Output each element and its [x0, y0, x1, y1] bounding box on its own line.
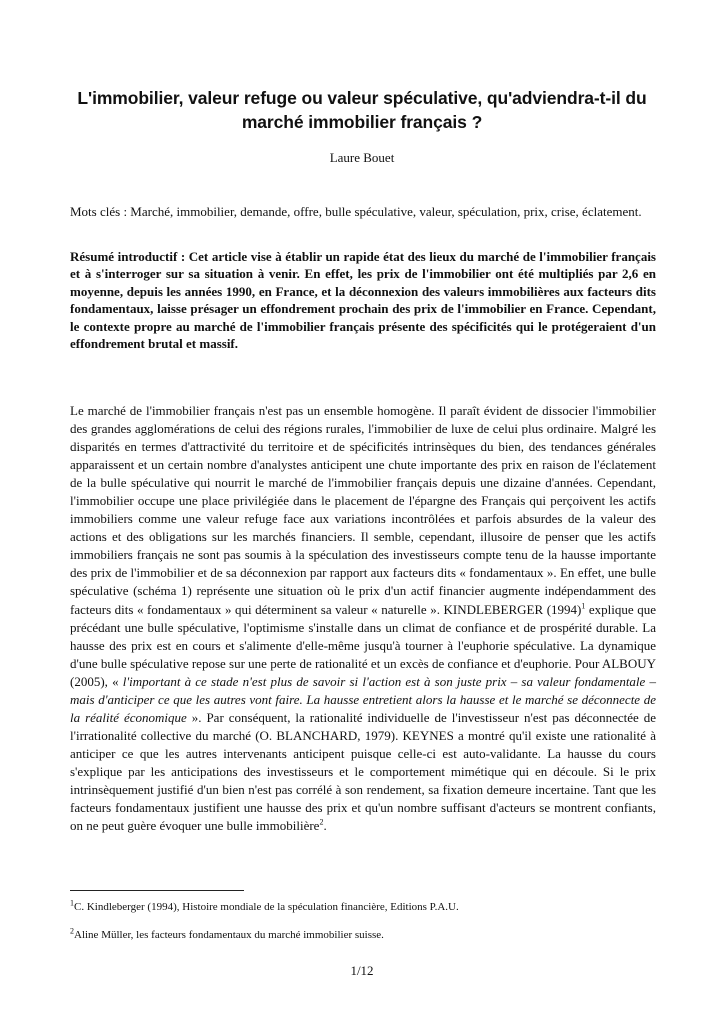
body-text-part-4: .: [323, 818, 327, 834]
body-paragraph: [70, 402, 656, 835]
abstract: [70, 248, 656, 352]
page-number: 1/12: [350, 963, 374, 978]
footnote-ref-2: 2: [319, 817, 324, 827]
footnote-1-text: C. Kindleberger (1994), Histoire mondiale de la spéculation financière, Editions P.A.U.: [74, 901, 459, 913]
footnote-separator: [70, 890, 244, 891]
document-title: L'immobilier, valeur refuge ou valeur spéculative, qu'adviendra-t-il du marché immobilier français ?: [77, 88, 647, 132]
footnote-ref-1: 1: [581, 601, 586, 611]
albouy-quote: l'important à ce stade n'est plus de savoir si l'action est à son juste prix – sa valeur fondamentale – mais d'anticiper ce que les autres vont faire. La hausse entretient alors la hausse et le marché se déconnecte de la réalité économique: [70, 673, 656, 725]
abstract-label: Résumé introductif :: [70, 249, 186, 264]
footnote-2-text: Aline Müller, les facteurs fondamentaux du marché immobilier suisse.: [74, 929, 384, 941]
footnote-1-marker: 1: [70, 898, 74, 908]
body-text-part-2: explique que précédant une bulle spéculative, l'optimisme s'installe dans un climat de confiance et de prospérité durable. La hausse des prix est en cours et s'alimente d'elle-même jusqu'à tourner à l'euphorie spéculative. La dynamique d'une bulle spéculative repose sur une perte de rationalité et un excès de confiance et d'euphorie. Pour ALBOUY (2005), «: [70, 601, 656, 689]
footnote-2-marker: 2: [70, 926, 74, 936]
author-name: Laure Bouet: [329, 150, 395, 165]
abstract-text: Cet article vise à établir un rapide état des lieux du marché de l'immobilier français et à s'interroger sur sa situation à venir. En effet, les prix de l'immobilier ont été multipliés par 2,6 en moyenne, depuis les années 1990, en France, et la déconnexion des valeurs immobilières aux facteurs dits fondamentaux, laisse présager un effondrement prochain des prix de l'immobilier en France. Cependant, le contexte propre au marché de l'immobilier français présente des spécificités qui le protégeraient d'un effondrement brutal et massif.: [70, 249, 656, 352]
body-text-part-3: ». Par conséquent, la rationalité individuelle de l'investisseur n'est pas déconnectée de l'irrationalité collective du marché (O. BLANCHARD, 1979). KEYNES a montré qu'il existe une rationalité à anticiper ce que les autres intervenants anticipent puisque celle-ci est auto-validante. La hausse du cours s'explique par les anticipations des investisseurs et le comportement mimétique qui en découle. Si le prix intrinsèquement justifié d'un bien n'est pas corrélé à son rendement, sa fixation demeure incertaine. Tant que les facteurs fondamentaux justifient une hausse des prix et qu'un nombre suffisant d'acteurs se montrent confiants, on ne peut guère évoquer une bulle immobilière: [70, 709, 656, 834]
footnote-2: [70, 928, 656, 942]
footnote-1: [70, 900, 656, 914]
body-text-part-1: Le marché de l'immobilier français n'est pas un ensemble homogène. Il paraît évident de dissocier l'immobilier des grandes agglomérations de celui des régions rurales, l'immobilier de luxe de celui plus ordinaire. Malgré les disparités en termes d'attractivité du territoire et de spécificités intrinsèques du bien, des tendances générales apparaissent et un certain nombre d'analystes anticipent une chute importante des prix en raison de l'éclatement de la bulle spéculative qui nourrit le marché de l'immobilier français depuis une dizaine d'années. Cependant, l'immobilier occupe une place privilégiée dans le placement de l'épargne des Français qui perçoivent les actifs immobiliers comme une valeur refuge face aux variations incontrôlées et parfois absurdes de la valeur des actions et des obligations sur les marchés financiers. Il semble, cependant, illusoire de penser que les actifs immobiliers français ne sont pas soumis à la spéculation des investisseurs compte tenu de la hausse importante des prix de l'immobilier et de sa déconnexion par rapport aux facteurs dits « fondamentaux ». En effet, une bulle spéculative (schéma 1) représente une situation où le prix d'un actif financier augmente indépendamment des facteurs dits « fondamentaux » qui déterminent sa valeur « naturelle ». KINDLEBERGER (1994): [70, 403, 656, 617]
keywords-line: Mots clés : Marché, immobilier, demande, offre, bulle spéculative, valeur, spéculation, prix, crise, éclatement.: [70, 204, 642, 219]
